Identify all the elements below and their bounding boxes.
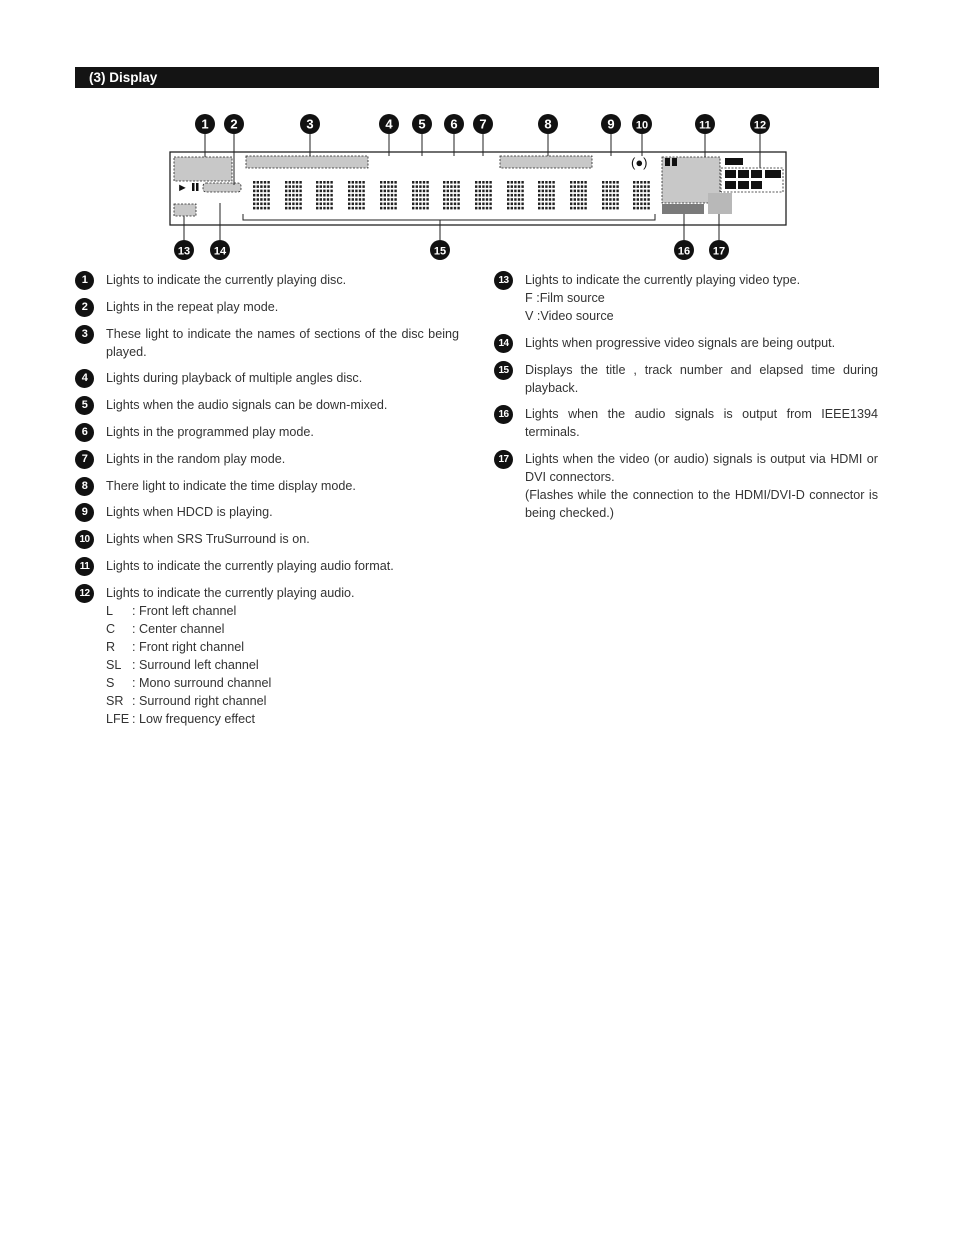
channel-label: : Mono surround channel [132, 676, 272, 690]
channel-code: L [106, 604, 114, 618]
channel-row [106, 674, 459, 692]
channel-code: C [106, 622, 116, 636]
channel-label: : Low frequency effect [132, 712, 255, 726]
description-number-badge: 17 [494, 450, 513, 469]
description-number-badge: 8 [75, 477, 94, 496]
description-text: There light to indicate the time display mode. [106, 479, 356, 493]
description-number-badge: 12 [75, 584, 94, 603]
callout-label-3: 3 [306, 116, 314, 132]
play-icon: ► [177, 182, 188, 194]
description-text: Lights when the audio signals can be down-mixed. [106, 398, 388, 412]
channel-label: : Center channel [132, 622, 225, 636]
description-text: Lights when HDCD is playing. [106, 505, 273, 519]
channel-label: : Surround left channel [132, 658, 259, 672]
description-text: Lights when progressive video signals are being output. [525, 336, 836, 350]
channel-row [106, 602, 459, 620]
callout-label-4: 4 [385, 116, 393, 132]
channel-code: LFE [106, 712, 130, 726]
description-text: These light to indicate the names of sections of the disc being played. [106, 327, 459, 359]
description-text: Lights to indicate the currently playing audio. [106, 586, 355, 600]
video-type-zone [174, 204, 196, 216]
channel-code: SL [106, 658, 122, 672]
description-number-badge: 2 [75, 298, 94, 317]
time-mode-zone [500, 156, 592, 168]
description-text: Lights during playback of multiple angles disc. [106, 371, 363, 385]
description-text: Lights in the random play mode. [106, 452, 286, 466]
callout-label-11: 11 [699, 119, 711, 132]
description-text: Lights to indicate the currently playing disc. [106, 273, 347, 287]
channel-label: : Front right channel [132, 640, 245, 654]
description-text: Lights to indicate the currently playing video type. [525, 273, 801, 287]
description-number-badge: 14 [494, 334, 513, 353]
channel-row [106, 710, 459, 728]
description-subline: F :Film source [525, 291, 605, 305]
description-number-badge: 3 [75, 325, 94, 344]
callout-label-8: 8 [544, 116, 552, 132]
callout-label-10: 10 [635, 119, 649, 132]
description-text: Lights to indicate the currently playing audio format. [106, 559, 394, 573]
callout-label-2: 2 [230, 116, 238, 132]
display-diagram [0, 0, 954, 270]
section-title: (3) Display [89, 70, 158, 85]
callout-label-1: 1 [201, 116, 209, 132]
description-number-badge: 6 [75, 423, 94, 442]
channel-row [106, 638, 459, 656]
channel-row [106, 692, 459, 710]
description-text: Lights when the video (or audio) signals is output via HDMI or DVI connectors. [525, 452, 878, 484]
channel-label: : Surround right channel [132, 694, 267, 708]
description-number-badge: 4 [75, 369, 94, 388]
channel-code: SR [106, 694, 124, 708]
description-number-badge: 13 [494, 271, 513, 290]
callout-label-14: 14 [213, 245, 227, 258]
callout-label-12: 12 [753, 119, 767, 132]
description-number-badge: 9 [75, 503, 94, 522]
pause-icon [192, 183, 195, 191]
hdmi-indicator-zone [708, 193, 732, 214]
description-number-badge: 10 [75, 530, 94, 549]
ieee1394-indicator-zone [662, 204, 704, 214]
description-subline: (Flashes while the connection to the HDMI/DVI-D connector is being checked.) [525, 488, 878, 520]
description-text: Lights when the audio signals is output from IEEE1394 terminals. [525, 407, 878, 439]
channel-label: : Front left channel [132, 604, 237, 618]
callout-label-17: 17 [712, 245, 726, 258]
channel-row [106, 656, 459, 674]
callout-label-5: 5 [418, 116, 426, 132]
description-number-badge: 7 [75, 450, 94, 469]
callout-label-16: 16 [677, 245, 691, 258]
section-names-zone [246, 156, 368, 168]
callout-label-7: 7 [479, 116, 487, 132]
description-number-badge: 1 [75, 271, 94, 290]
disc-indicator-zone [174, 157, 232, 181]
callout-label-9: 9 [607, 116, 615, 132]
description-text: Displays the title , track number and elapsed time during playback. [525, 363, 878, 395]
description-text: Lights in the repeat play mode. [106, 300, 279, 314]
repeat-indicator-zone [203, 183, 241, 192]
callout-label-6: 6 [450, 116, 458, 132]
callout-label-13: 13 [177, 245, 191, 258]
description-subline: V :Video source [525, 309, 614, 323]
dts-mark-icon [725, 158, 743, 165]
description-number-badge: 5 [75, 396, 94, 415]
channel-code: S [106, 676, 115, 690]
description-text: Lights when SRS TruSurround is on. [106, 532, 310, 546]
description-number-badge: 16 [494, 405, 513, 424]
callout-label-15: 15 [433, 245, 447, 258]
dolby-mark-icon [665, 158, 670, 166]
srs-indicator-glyph: (●) [631, 155, 648, 170]
channel-code: R [106, 640, 116, 654]
description-number-badge: 15 [494, 361, 513, 380]
description-number-badge: 11 [75, 557, 94, 576]
channel-row [106, 620, 459, 638]
description-text: Lights in the programmed play mode. [106, 425, 314, 439]
